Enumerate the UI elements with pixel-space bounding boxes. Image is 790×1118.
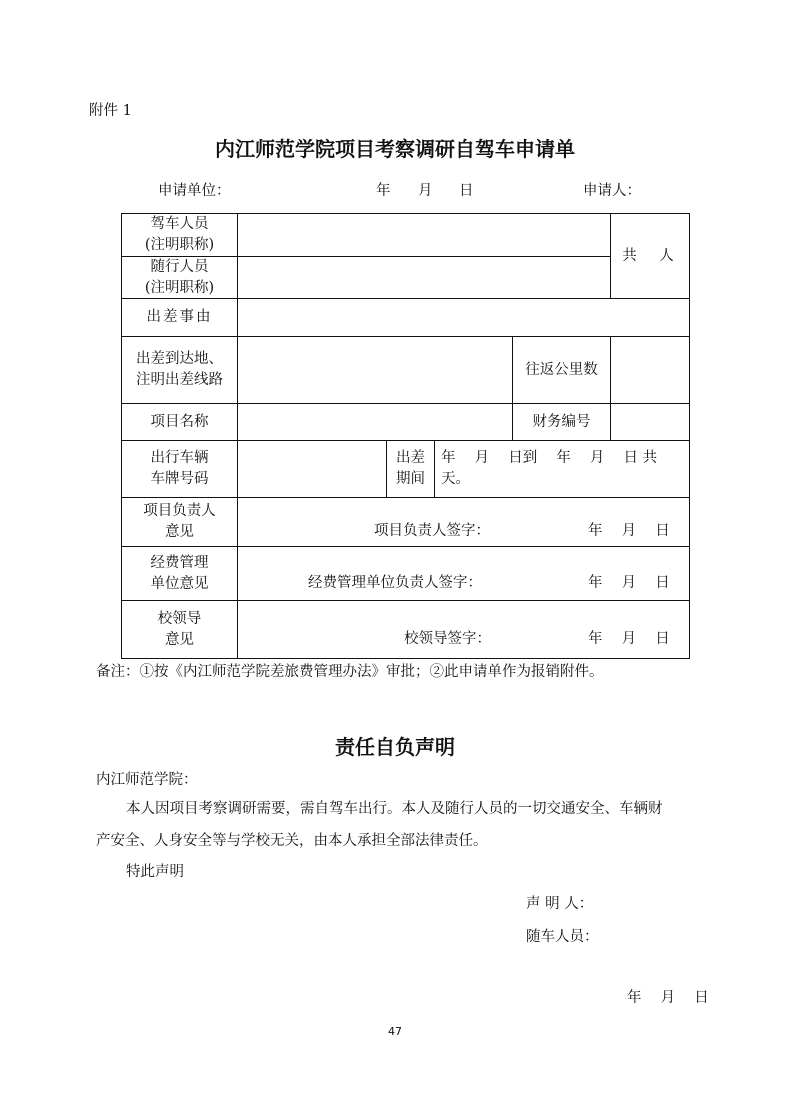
leader-opinion-input[interactable] [238, 601, 689, 658]
leader-opinion-label-2: 意见 [165, 631, 194, 648]
form-title: 内江师范学院项目考察调研自驾车申请单 [215, 137, 575, 161]
project-name-input[interactable] [238, 404, 512, 440]
period-days: 天。 [441, 471, 470, 487]
driver-input[interactable] [238, 214, 610, 256]
destination-input[interactable] [238, 337, 512, 403]
period-label-2: 期间 [396, 471, 425, 487]
funds-sign-label: 经费管理单位负责人签字： [308, 575, 482, 591]
period-value[interactable] [441, 448, 687, 490]
pi-opinion-cell [122, 498, 237, 546]
companion-input[interactable] [238, 257, 610, 298]
companion-cell [122, 257, 237, 298]
driver-title-note: (注明职称) [144, 237, 215, 253]
pi-sign-label: 项目负责人签字： [374, 523, 490, 539]
applicant-unit-label: 申请单位： [158, 183, 231, 199]
header-day: 日 [459, 183, 474, 199]
attachment-label: 附件 1 [89, 103, 132, 119]
declaration-salutation: 内江师范学院： [96, 772, 198, 788]
reason-input[interactable] [238, 299, 689, 336]
approval-note: 备注：①按《内江师范学院差旅费管理办法》审批；②此申请单作为报销附件。 [96, 664, 604, 680]
header-year: 年 [376, 183, 391, 199]
declaration-para-line1: 本人因项目考察调研需要，需自驾车出行。本人及随行人员的一切交通安全、车辆财 [126, 801, 663, 817]
driver-cell [122, 214, 237, 256]
leader-sign-date: 年 月 日 [588, 631, 670, 647]
leader-opinion-label: 校领导 [157, 610, 202, 627]
declaration-title: 责任自负声明 [335, 735, 455, 759]
round-trip-km-input[interactable] [611, 337, 689, 403]
project-name-label [122, 404, 237, 440]
funds-opinion-label-2: 单位意见 [150, 575, 209, 592]
header-month: 月 [418, 183, 433, 199]
total-people [611, 214, 689, 298]
plate-label: 车牌号码 [150, 471, 209, 487]
passengers-label: 随车人员： [526, 929, 599, 945]
vehicle-cell [122, 441, 237, 497]
page-number: 47 [388, 1025, 402, 1038]
round-trip-km-text: 往返公里数 [525, 361, 598, 378]
leader-opinion-cell [122, 601, 237, 658]
plate-input[interactable] [238, 441, 386, 497]
project-name-text: 项目名称 [150, 413, 209, 430]
finance-no-label [513, 404, 610, 440]
destination-route-note: 注明出差线路 [136, 372, 223, 388]
applicant-label: 申请人： [583, 183, 641, 199]
declarant-label: 声 明 人： [526, 896, 594, 912]
finance-no-input[interactable] [611, 404, 689, 440]
pi-sign-date: 年 月 日 [588, 523, 670, 539]
reason-text: 出差事由 [146, 309, 213, 325]
reason-label [122, 299, 237, 336]
pi-opinion-input[interactable] [238, 498, 689, 546]
destination-label: 出差到达地、 [136, 351, 223, 367]
declaration-date: 年 月 日 [627, 990, 709, 1006]
total-people-label: 共 人 [622, 247, 678, 264]
funds-opinion-label: 经费管理 [150, 554, 209, 571]
finance-no-text: 财务编号 [532, 413, 591, 430]
funds-opinion-cell [122, 547, 237, 600]
declaration-special: 特此声明 [126, 864, 184, 880]
companion-title-note: (注明职称) [144, 279, 215, 296]
declaration-para-line2: 产安全、人身安全等与学校无关，由本人承担全部法律责任。 [96, 833, 488, 849]
funds-sign-date: 年 月 日 [588, 575, 670, 591]
period-cell [387, 441, 434, 497]
driver-label: 驾车人员 [150, 216, 209, 232]
pi-opinion-label: 项目负责人 [143, 503, 216, 519]
destination-cell [122, 337, 237, 403]
companion-label: 随行人员 [150, 258, 209, 275]
vehicle-label: 出行车辆 [150, 450, 209, 466]
period-label-1: 出差 [396, 450, 425, 466]
leader-sign-label: 校领导签字： [404, 631, 491, 647]
funds-opinion-input[interactable] [238, 547, 689, 600]
period-dates: 年 月 日到 年 月 日 共 [441, 450, 658, 466]
round-trip-km-label [513, 337, 610, 403]
pi-opinion-label-2: 意见 [165, 524, 194, 540]
